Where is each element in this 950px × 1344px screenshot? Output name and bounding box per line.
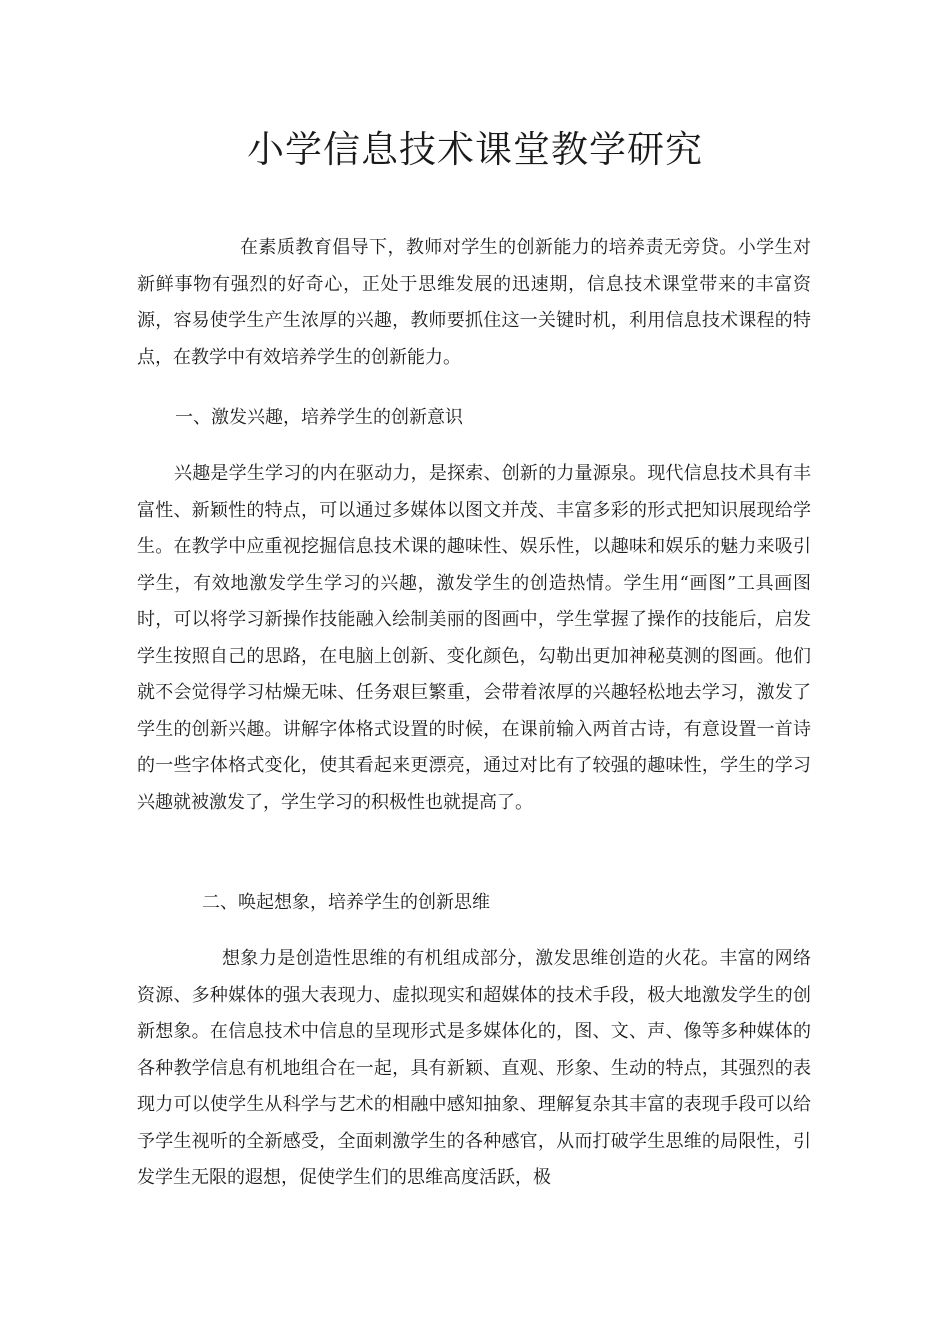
intro-paragraph: 在素质教育倡导下，教师对学生的创新能力的培养责无旁贷。小学生对新鲜事物有强烈的好奇心，正处于思维发展的迅速期，信息技术课堂带来的丰富资源，容易使学生产生浓厚的兴趣，教师要抓住这一关键时机，利用信息技术课程的特点，在教学中有效培养学生的创新能力。 [137,237,811,368]
section-heading-1: 一、激发兴趣，培养学生的创新意识 [175,407,463,428]
document-title: 小学信息技术课堂教学研究 [247,128,703,171]
section-heading-2: 二、唤起想象，培养学生的创新思维 [202,892,490,913]
section-body-1: 兴趣是学生学习的内在驱动力，是探索、创新的力量源泉。现代信息技术具有丰富性、新颖性的特点，可以通过多媒体以图文并茂、丰富多彩的形式把知识展现给学生。在教学中应重视挖掘信息技术课的趣味性、娱乐性，以趣味和娱乐的魅力来吸引学生，有效地激发学生学习的兴趣，激发学生的创造热情。学生用“画图”工具画图时，可以将学习新操作技能融入绘制美丽的图画中，学生掌握了操作的技能后，启发学生按照自己的思路，在电脑上创新、变化颜色，勾勒出更加神秘莫测的图画。他们就不会觉得学习枯燥无味、任务艰巨繁重，会带着浓厚的兴趣轻松地去学习，激发了学生的创新兴趣。讲解字体格式设置的时候，在课前输入两首古诗，有意设置一首诗的一些字体格式变化，使其看起来更漂亮，通过对比有了较强的趣味性，学生的学习兴趣就被激发了，学生学习的积极性也就提高了。 [137,463,811,813]
section-body-2: 想象力是创造性思维的有机组成部分，激发思维创造的火花。丰富的网络资源、多种媒体的强大表现力、虚拟现实和超媒体的技术手段，极大地激发学生的创新想象。在信息技术中信息的呈现形式是多媒体化的，图、文、声、像等多种媒体的各种教学信息有机地组合在一起，具有新颖、直观、形象、生动的特点，其强烈的表现力可以使学生从科学与艺术的相融中感知抽象、理解复杂其丰富的表现手段可以给予学生视听的全新感受，全面刺激学生的各种感官，从而打破学生思维的局限性，引发学生无限的遐想，促使学生们的思维高度活跃，极 [137,948,811,1188]
